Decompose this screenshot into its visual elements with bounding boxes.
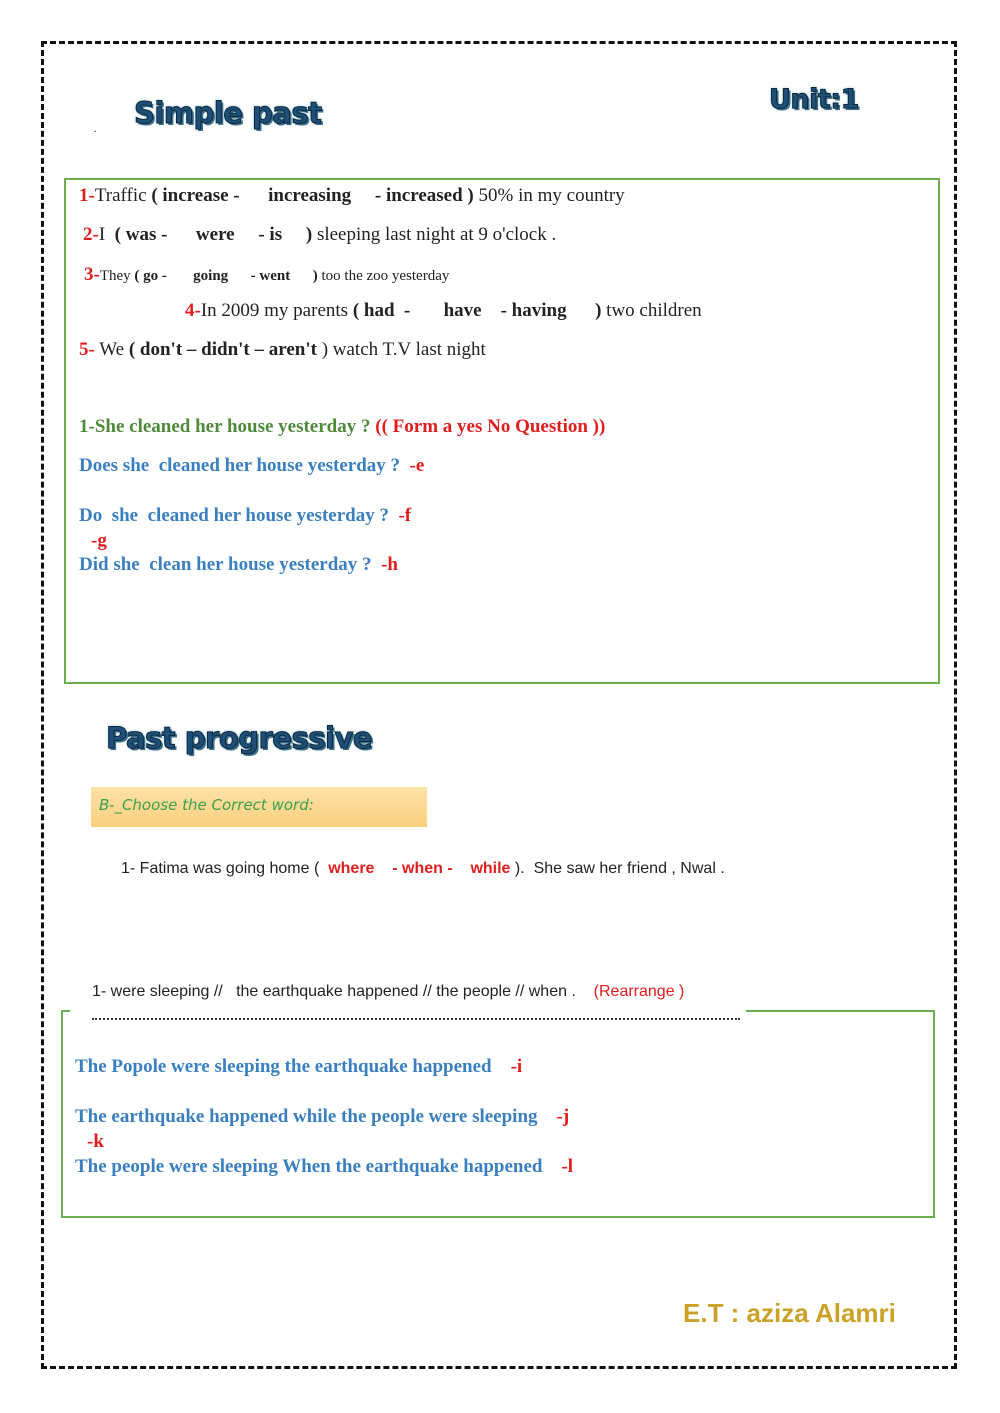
rearrange-question: [92, 983, 684, 1001]
question-text: They: [99, 268, 135, 284]
stray-dot: .: [94, 124, 97, 135]
option-text: Does she cleaned her house yesterday ?: [79, 455, 410, 476]
question-4: [185, 300, 702, 322]
option-text: The Popole were sleeping the earthquake happened: [75, 1056, 511, 1077]
question-text-end: too the zoo yesterday: [317, 268, 450, 284]
answer-line[interactable]: [92, 1018, 740, 1020]
option-letter: -h: [381, 554, 398, 575]
banner-text: B-_Choose the Correct word:: [99, 796, 314, 814]
question-number: 3-: [84, 264, 100, 285]
answer-options[interactable]: increase - increasing - increased: [162, 185, 463, 206]
question-prompt: 1-She cleaned her house yesterday ?: [79, 416, 376, 437]
heading-unit: Unit:1: [769, 84, 859, 115]
option-letter: -l: [561, 1156, 574, 1177]
question-number: 5-: [79, 339, 95, 360]
option-f[interactable]: [79, 505, 411, 527]
question-2: [83, 224, 556, 246]
answer-options[interactable]: ( had - have - having ): [352, 300, 602, 321]
heading-simple-past: Simple past: [134, 96, 322, 130]
option-letter: -i: [510, 1056, 523, 1077]
question-number: 1-: [79, 185, 95, 206]
question-text-end: 50% in my country: [473, 185, 625, 206]
question-5: [79, 339, 486, 361]
option-text: The people were sleeping When the earthquake happened: [75, 1156, 562, 1177]
option-text: Do she cleaned her house yesterday ?: [79, 505, 399, 526]
question-text-end: ) watch T.V last night: [321, 339, 486, 360]
option-letter: -e: [409, 455, 425, 476]
question-text-end: ). She saw her friend , Nwal .: [510, 860, 725, 877]
paren-open: (: [151, 185, 163, 206]
option-letter: -f: [398, 505, 412, 526]
question-text-end: sleeping last night at 9 o'clock .: [312, 224, 557, 245]
rearrange-words: 1- were sleeping // the earthquake happened // the people // when .: [92, 983, 594, 1000]
question-number: 2-: [83, 224, 99, 245]
question-number: 4-: [185, 300, 201, 321]
question-text-end: two children: [601, 300, 702, 321]
question-text: We: [94, 339, 129, 360]
question-text: 1- Fatima was going home (: [121, 860, 329, 877]
rearrange-label: (Rearrange ): [593, 983, 685, 1000]
heading-past-progressive: Past progressive: [106, 721, 373, 755]
question-text: Traffic: [94, 185, 152, 206]
answer-options[interactable]: ( was - were - is ): [114, 224, 313, 245]
option-h[interactable]: [79, 554, 398, 576]
yes-no-question: [79, 416, 605, 438]
option-letter-k: -k: [87, 1131, 104, 1152]
option-text: The earthquake happened while the people were sleeping: [75, 1106, 557, 1127]
question-1: [79, 185, 625, 207]
question-text: In 2009 my parents: [200, 300, 353, 321]
option-e[interactable]: [79, 455, 424, 477]
question-3: [84, 264, 449, 286]
instruction-banner: [91, 787, 427, 827]
paren-close: ): [462, 185, 474, 206]
choose-question: [121, 860, 725, 878]
question-instruction: (( Form a yes No Question )): [375, 416, 606, 437]
option-letter-g: -g: [91, 530, 107, 551]
question-text: I: [98, 224, 115, 245]
answer-options[interactable]: ( go - going - went ): [134, 268, 318, 284]
answer-options[interactable]: ( don't – didn't – aren't: [128, 339, 322, 360]
option-l[interactable]: [75, 1156, 573, 1178]
answer-options[interactable]: where - when - while: [328, 860, 511, 877]
option-letter: -j: [556, 1106, 570, 1127]
box-gap: [70, 1008, 746, 1014]
option-text: Did she clean her house yesterday ?: [79, 554, 382, 575]
option-j[interactable]: [75, 1106, 569, 1128]
option-i[interactable]: [75, 1056, 522, 1078]
teacher-signature: E.T : aziza Alamri: [683, 1298, 896, 1328]
